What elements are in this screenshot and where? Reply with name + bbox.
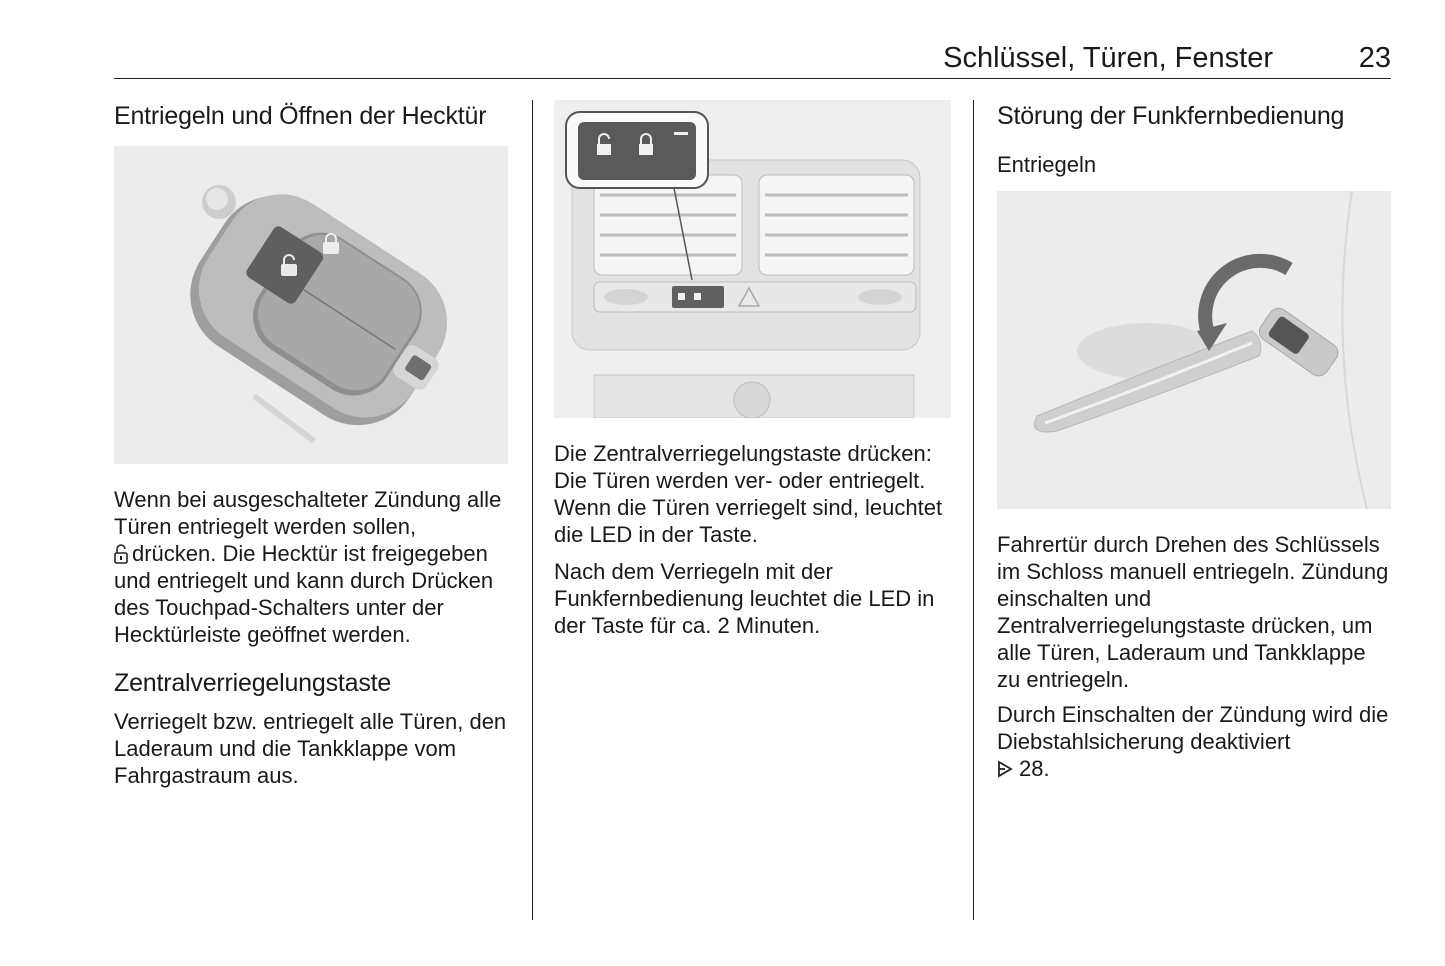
paragraph-press-button: Die Zentralverriegelungstaste drücken: Die Türen werden ver- oder entriegelt. Wenn die Türen verriegelt sind, leuchtet die LED in der Taste.	[554, 441, 943, 547]
door-handle-key-illustration	[997, 191, 1391, 509]
heading-central-locking-button: Zentralverriegelungstaste	[114, 669, 392, 697]
heading-unlock-tailgate: Entriegeln und Öffnen der Hecktür	[114, 102, 487, 130]
central-locking-console-illustration	[554, 100, 951, 418]
column-middle	[554, 98, 952, 639]
column-right	[997, 98, 1392, 782]
heading-remote-fault: Störung der Funkfernbedienung	[997, 102, 1345, 130]
section-title: Schlüssel, Türen, Fenster	[943, 42, 1273, 74]
paragraph-manual-unlock: Fahrertür durch Drehen des Schlüssels im Schloss manuell entriegeln. Zündung einschalten und Zentralverriegelungstaste drücken, um alle Türen, Laderaum und Tankklappe zu entriegeln.	[997, 532, 1389, 692]
column-divider	[973, 100, 974, 920]
page-reference[interactable]: 28.	[1019, 756, 1050, 781]
column-divider	[532, 100, 533, 920]
paragraph-ignition-info: Durch Einschalten der Zündung wird die Diebstahlsicherung deaktiviert 28.	[997, 702, 1389, 781]
paragraph-unlock-doors: Wenn bei ausgeschalteter Zündung alle Türen entriegelt werden sollen, drücken. Die Hecktür ist freigegeben und entriegelt und kann durch Drücken des Touchpad-Schalters unter der Hecktürleiste geöffnet werden.	[114, 487, 502, 647]
paragraph-led-info: Nach dem Verriegeln mit der Funkfernbedienung leuchtet die LED in der Taste für ca. 2 Minuten.	[554, 559, 935, 638]
unlock-icon	[114, 543, 128, 563]
key-fob-illustration	[114, 146, 508, 464]
heading-unlock: Entriegeln	[997, 152, 1097, 177]
page-number: 23	[1358, 42, 1391, 74]
column-left	[114, 98, 509, 789]
page-header	[114, 38, 1391, 79]
arrow-right-icon	[997, 757, 1013, 775]
paragraph-central-locking: Verriegelt bzw. entriegelt alle Türen, den Laderaum und die Tankklappe vom Fahrgastraum aus.	[114, 709, 507, 788]
